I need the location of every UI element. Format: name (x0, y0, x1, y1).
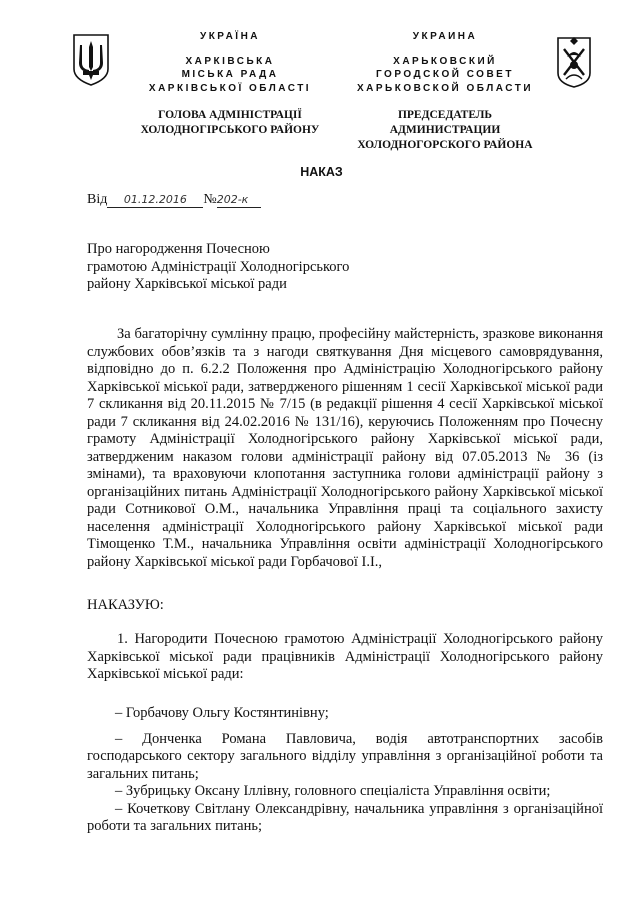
date-line (87, 192, 261, 208)
head-title (140, 108, 320, 138)
date-value: 01.12.2016 (123, 193, 187, 206)
country-name: УКРАИНА (412, 31, 478, 42)
head-line: ХОЛОДНОГОРСКОГО РАЙОНА (357, 139, 533, 151)
number-label: № (203, 192, 217, 207)
org-line: ХАРКІВСЬКА (185, 55, 275, 67)
document-title: НАКАЗ (300, 165, 343, 179)
order-item-1: 1. Нагородити Почесною грамотою Адміністрації Холодногірського району Харківської міської ради працівників Адміністрації Холодногірського району Харківської міської ради: (87, 631, 603, 682)
subject-line: району Харківської міської ради (87, 276, 287, 292)
list-item: – Зубрицьку Оксану Іллівну, головного спеціаліста Управління освіти; (115, 783, 551, 799)
head-line: ХОЛОДНОГІРСЬКОГО РАЙОНУ (140, 124, 320, 136)
number-field (217, 192, 261, 208)
list-item: – Донченка Романа Павловича, водія автотранспортних засобів господарського сектору загального відділу управління з організаційної роботи та загальних питань; (87, 730, 603, 782)
head-line: ПРЕДСЕДАТЕЛЬ АДМИНИСТРАЦИИ (389, 109, 501, 136)
ukraine-trident-icon (72, 33, 110, 87)
head-title (345, 108, 545, 153)
awardee-list (87, 705, 603, 836)
list-item: – Горбачову Ольгу Костянтинівну; (115, 705, 329, 721)
number-value: 202-к (216, 193, 249, 206)
kharkiv-coat-of-arms-icon (556, 35, 592, 89)
subject-line: Про нагородження Почесною (87, 241, 270, 257)
header-right (345, 30, 545, 153)
subject-line: грамотою Адміністрації Холодногірського (87, 258, 350, 275)
order-word: НАКАЗУЮ: (87, 597, 164, 613)
head-line: ГОЛОВА АДМІНІСТРАЦІЇ (158, 109, 302, 121)
org-line: ХАРЬКОВСКИЙ (393, 55, 497, 67)
list-item: – Кочеткову Світлану Олександрівну, начальника управління з організаційної роботи та загальних питань; (87, 800, 603, 834)
preamble-paragraph: За багаторічну сумлінну працю, професійну майстерність, зразкове виконання службових обов’язків та з нагоди святкування Дня місцевого самоврядування, відповідно до п. 6.2.2 Положення про Адміністрацію Холодногірського району Харківської міської ради, затвердженого рішенням 1 сесії Харківської міської ради 7 скликання від 20.11.2015 № 7/15 (в редакції рішення 4 сесії Харківської міської ради 7 скликання від 24.02.2016 № 131/16), керуючись Положенням про Почесну грамоту Адміністрації Холодногірського району Харківської міської ради, затвердженим наказом голови адміністрації району від 07.05.2013 № 36 (із змінами), та враховуючи клопотання заступника голови адміністрації району з організаційних питань Адміністрації Холодногірського району Харківської міської ради Сотникової О.М., начальника Управління праці та соціального захисту населення адміністрації Холодногірського району Харківської міської ради Тімощенко Т.М., начальника Управління освіти адміністрації Холодногірського району Харківської міської ради Горбачової І.І., (87, 326, 603, 570)
country-name: УКРАЇНА (199, 31, 261, 42)
order-subject (87, 241, 407, 294)
org-line: МІСЬКА РАДА (181, 69, 279, 80)
org-line: ХАРКІВСЬКОЇ ОБЛАСТІ (148, 82, 312, 94)
header-left (140, 30, 320, 138)
date-field (107, 192, 203, 208)
org-line: ГОРОДСКОЙ СОВЕТ (376, 69, 514, 80)
date-from-label: Від (87, 192, 108, 207)
org-line: ХАРЬКОВСКОЙ ОБЛАСТИ (356, 82, 533, 94)
